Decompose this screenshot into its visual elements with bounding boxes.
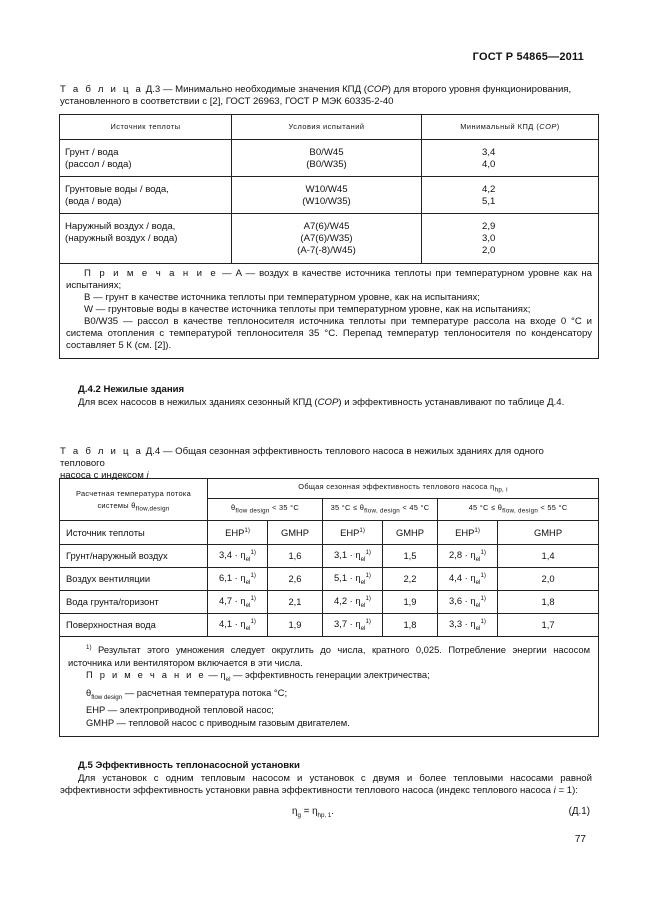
table-row: Воздух вентиляции $6,1 \cdot \eta_{el}^{1)}$ 2,6 $5,1 \cdot \eta_{el}^{1)}$ 2,2 $4,4 \cdot \eta_{el}^{1)}$ 2,0 bbox=[60, 568, 599, 591]
table-d3 bbox=[59, 114, 599, 359]
table-row: Наружный воздух / вода, (наружный воздух / вода) A7(6)/W45 (A7(6)/W35) (A-7(-8)/W45) 2,9 3,0 2,0 bbox=[60, 214, 599, 264]
section-d5-title: Д.5 Эффективность теплонасосной установки bbox=[78, 760, 300, 771]
table-d3-header-row bbox=[60, 115, 599, 140]
section-d42-text: Для всех насосов в нежилых зданиях сезонный КПД (COP) и эффективность устанавливают по таблице Д.4. bbox=[78, 397, 565, 408]
table-d3-caption: Т а б л и ц а Д.3 — Минимально необходимые значения КПД (COP) для второго уровня функционирования, установленного в соответствии с [2], ГОСТ 26963, ГОСТ Р МЭК 60335-2-40 bbox=[60, 84, 572, 107]
formula-number: (Д.1) bbox=[568, 806, 590, 817]
formula-d1: $\eta_g = \eta_{hp, 1}$. bbox=[292, 806, 335, 819]
col-header-conditions: Условия испытаний bbox=[232, 115, 422, 140]
page-number: 77 bbox=[574, 834, 586, 845]
table-d4-corner-header: Расчетная температура потока системы $\theta_{flow,design}$ bbox=[60, 479, 208, 521]
document-header: ГОСТ Р 54865—2011 bbox=[472, 51, 584, 63]
table-d4-footnote: $^{1)}$ Результат этого умножения следует округлить до числа, кратного 0,025. Потребление энергии насосом источника или вентилятором включается в эти числа. bbox=[68, 644, 591, 668]
table-row: Поверхностная вода $4,1 \cdot \eta_{el}^{1)}$ 1,9 $3,7 \cdot \eta_{el}^{1)}$ 1,8 $3,3 \cdot \eta_{el}^{1)}$ 1,7 bbox=[60, 614, 599, 637]
section-d5-text: Для установок с одним тепловым насосом и установок с двумя и более тепловыми насосами равной эффективности эффективность установки равна эффективности теплового насоса (индекс теплового насоса i = 1): bbox=[60, 773, 592, 797]
range-header: 45 $^\circ С \le \theta_{flow, design} < 55$ °С bbox=[438, 499, 599, 521]
col-header-min-cop: Минимальный КПД (COP) bbox=[422, 115, 599, 140]
table-d4-header-row bbox=[60, 479, 599, 499]
table-d3-note: П р и м е ч а н и е — A — воздух в качестве источника теплоты при температурном уровне как на испытаниях; B — грунт в качестве источника теплоты при температурном уровне, как на испытаниях; W — грунтовые воды в качестве источника теплоты при температурном уровне, как на испытаниях; B0/W35 — рассол в качестве теплоносителя источника теплоты при температуре рассола на входе 0 °С и система отопления с температурой теплоносителя 35 °С. Перепад температур теплоносителя по конденсатору составляет 5 К (см. [2]). bbox=[60, 264, 599, 359]
table-row: Грунт / вода (рассол / вода) B0/W45 (B0/W35) 3,4 4,0 bbox=[60, 140, 599, 177]
range-header: $\theta_{flow design} < 35$ °С bbox=[208, 499, 323, 521]
table-d4-caption: Т а б л и ц а Д.4 — Общая сезонная эффективность теплового насоса в нежилых зданиях для одного теплового насоса с индексом i bbox=[60, 446, 544, 481]
col-header-source: Источник теплоты bbox=[60, 115, 232, 140]
section-d42-title: Д.4.2 Нежилые здания bbox=[78, 384, 185, 395]
range-header: 35 $^\circ С \le \theta_{flow, design} < 45$ °С bbox=[323, 499, 438, 521]
table-d4-subheader-row: Источник теплоты EHP$^{1)}$ GMHP EHP$^{1)}$ GMHP EHP$^{1)}$ GMHP bbox=[60, 521, 599, 545]
table-d4-note: $^{1)}$ Результат этого умножения следует округлить до числа, кратного 0,025. Потребление энергии насосом источника или вентилятором включается в эти числа. П р и м е ч а н и е — $\eta_{el}$ — эффективность генерации электричества; $\theta_{flow design}$ — расчетная температура потока °С; EHP — электроприводной тепловой насос; GMHP — тепловой насос с приводным газовым двигателем. bbox=[60, 637, 599, 737]
table-row: Вода грунта/горизонт $4,7 \cdot \eta_{el}^{1)}$ 2,1 $4,2 \cdot \eta_{el}^{1)}$ 1,9 $3,6 \cdot \eta_{el}^{1)}$ 1,8 bbox=[60, 591, 599, 614]
table-row: Грунт/наружный воздух $3,4 \cdot \eta_{el}^{1)}$ 1,6 $3,1 \cdot \eta_{el}^{1)}$ 1,5 $2,8 \cdot \eta_{el}^{1)}$ 1,4 bbox=[60, 545, 599, 568]
table-d4-group-header: Общая сезонная эффективность теплового насоса $\eta_{hp, i}$ bbox=[208, 479, 599, 499]
table-row: Грунтовые воды / вода, (вода / вода) W10/W45 (W10/W35) 4,2 5,1 bbox=[60, 177, 599, 214]
table-d4 bbox=[59, 478, 599, 737]
table-d4-note-row bbox=[60, 637, 599, 737]
table-d3-note-row bbox=[60, 264, 599, 359]
